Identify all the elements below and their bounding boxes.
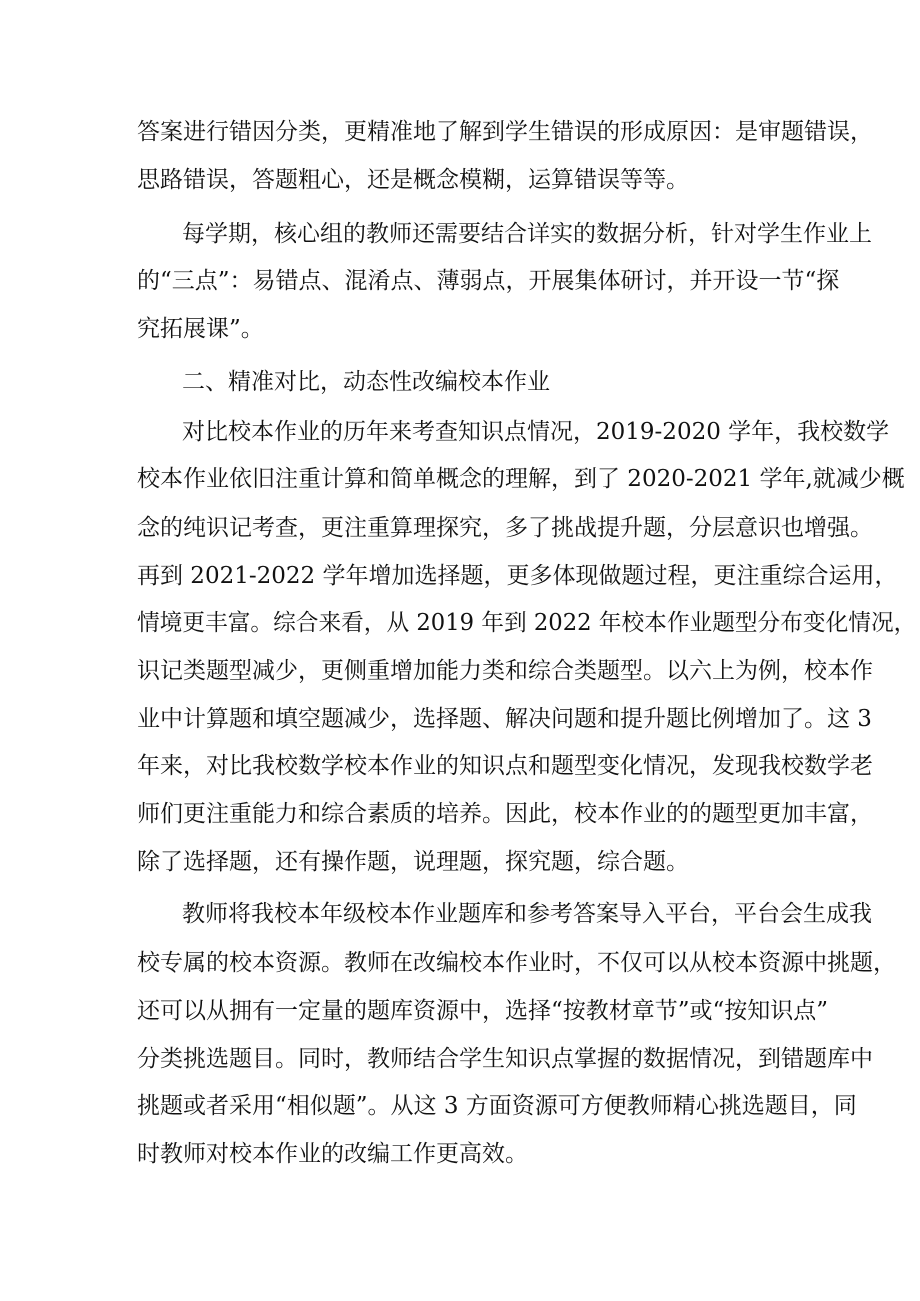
text-line-14: 年来，对比我校数学校本作业的知识点和题型变化情况，发现我校数学老 [137,753,873,779]
text-line-4: 的“三点”：易错点、混淆点、薄弱点，开展集体研讨，并开设一节“探 [137,268,840,294]
text-line-17: 教师将我校本年级校本作业题库和参考答案导入平台，平台会生成我 [182,901,872,927]
text-line-9: 念的纯识记考查，更注重算理探究，多了挑战提升题，分层意识也增强。 [137,515,873,541]
text-line-16: 除了选择题，还有操作题，说理题，探究题，综合题。 [137,849,689,875]
text-line-3: 每学期，核心组的教师还需要结合详实的数据分析，针对学生作业上 [182,221,872,247]
text-line-2: 思路错误，答题粗心，还是概念模糊，运算错误等等。 [137,167,689,193]
text-line-20: 分类挑选题目。同时，教师结合学生知识点掌握的数据情况，到错题库中 [137,1046,873,1072]
text-line-19: 还可以从拥有一定量的题库资源中，选择“按教材章节”或“按知识点” [137,998,829,1024]
text-line-21: 挑题或者采用“相似题”。从这 3 方面资源可方便教师精心挑选题目，同 [137,1093,857,1119]
text-line-8: 校本作业依旧注重计算和简单概念的理解，到了 2020-2021 学年,就减少概 [137,466,905,492]
text-line-11: 情境更丰富。综合来看，从 2019 年到 2022 年校本作业题型分布变化情况， [137,610,917,636]
text-line-18: 校专属的校本资源。教师在改编校本作业时，不仅可以从校本资源中挑题， [137,950,896,976]
text-line-15: 师们更注重能力和综合素质的培养。因此，校本作业的的题型更加丰富， [137,801,873,827]
section-heading: 二、精准对比，动态性改编校本作业 [182,369,550,395]
text-line-22: 时教师对校本作业的改编工作更高效。 [137,1141,528,1167]
text-line-13: 业中计算题和填空题减少，选择题、解决问题和提升题比例增加了。这 3 [137,706,872,732]
text-line-7: 对比校本作业的历年来考查知识点情况，2019-2020 学年，我校数学 [182,419,890,445]
text-line-5: 究拓展课”。 [137,316,264,342]
text-line-10: 再到 2021-2022 学年增加选择题，更多体现做题过程，更注重综合运用， [137,563,898,589]
text-line-1: 答案进行错因分类，更精准地了解到学生错误的形成原因：是审题错误， [137,119,873,145]
text-line-12: 识记类题型减少，更侧重增加能力类和综合类题型。以六上为例，校本作 [137,658,873,684]
